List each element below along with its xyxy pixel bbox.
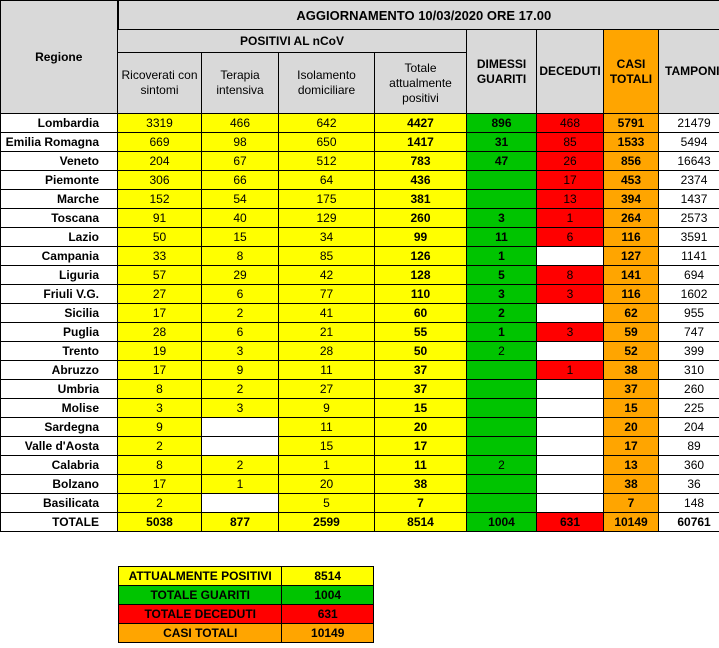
ricoverati-cell: 19 bbox=[118, 342, 202, 361]
dimessi-cell bbox=[467, 399, 537, 418]
terapia-cell: 6 bbox=[202, 285, 279, 304]
ricoverati-cell: 204 bbox=[118, 152, 202, 171]
casi-totali-cell: 141 bbox=[604, 266, 659, 285]
casi-totali-cell: 38 bbox=[604, 361, 659, 380]
deceduti-cell: 17 bbox=[537, 171, 604, 190]
tamponi-cell: 3591 bbox=[659, 228, 719, 247]
tamponi-cell: 148 bbox=[659, 494, 719, 513]
dimessi-cell bbox=[467, 361, 537, 380]
summary-row bbox=[119, 624, 374, 643]
dimessi-cell bbox=[467, 190, 537, 209]
tamponi-cell: 36 bbox=[659, 475, 719, 494]
totale-positivi-cell: 381 bbox=[375, 190, 467, 209]
table-body bbox=[1, 114, 719, 532]
ricoverati-cell: 33 bbox=[118, 247, 202, 266]
totale-positivi-cell: 17 bbox=[375, 437, 467, 456]
total-tamponi: 60761 bbox=[659, 513, 719, 532]
casi-totali-cell: 7 bbox=[604, 494, 659, 513]
deceduti-cell bbox=[537, 342, 604, 361]
deceduti-cell bbox=[537, 456, 604, 475]
isolamento-cell: 64 bbox=[279, 171, 375, 190]
table-row bbox=[1, 437, 719, 456]
ricoverati-cell: 669 bbox=[118, 133, 202, 152]
totale-positivi-cell: 436 bbox=[375, 171, 467, 190]
casi-totali-cell: 116 bbox=[604, 285, 659, 304]
isolamento-cell: 42 bbox=[279, 266, 375, 285]
tamponi-cell: 1437 bbox=[659, 190, 719, 209]
deceduti-cell: 13 bbox=[537, 190, 604, 209]
dimessi-cell: 3 bbox=[467, 209, 537, 228]
tamponi-cell: 747 bbox=[659, 323, 719, 342]
deceduti-cell bbox=[537, 494, 604, 513]
deceduti-cell: 1 bbox=[537, 361, 604, 380]
ricoverati-cell: 28 bbox=[118, 323, 202, 342]
deceduti-cell bbox=[537, 399, 604, 418]
terapia-cell: 1 bbox=[202, 475, 279, 494]
terapia-cell: 67 bbox=[202, 152, 279, 171]
dimessi-cell: 47 bbox=[467, 152, 537, 171]
casi-totali-cell: 37 bbox=[604, 380, 659, 399]
deceduti-cell bbox=[537, 304, 604, 323]
region-name: Puglia bbox=[1, 323, 118, 342]
totale-positivi-cell: 110 bbox=[375, 285, 467, 304]
total-deceduti: 631 bbox=[537, 513, 604, 532]
casi-totali-cell: 13 bbox=[604, 456, 659, 475]
deceduti-cell: 26 bbox=[537, 152, 604, 171]
casi-totali-cell: 127 bbox=[604, 247, 659, 266]
tamponi-cell: 225 bbox=[659, 399, 719, 418]
header-regione: Regione bbox=[1, 1, 118, 114]
totale-positivi-cell: 37 bbox=[375, 380, 467, 399]
region-name: Basilicata bbox=[1, 494, 118, 513]
deceduti-cell: 1 bbox=[537, 209, 604, 228]
totale-positivi-cell: 37 bbox=[375, 361, 467, 380]
dimessi-cell: 1 bbox=[467, 323, 537, 342]
region-name: Friuli V.G. bbox=[1, 285, 118, 304]
deceduti-cell bbox=[537, 380, 604, 399]
deceduti-cell: 8 bbox=[537, 266, 604, 285]
terapia-cell: 15 bbox=[202, 228, 279, 247]
table-row bbox=[1, 285, 719, 304]
dimessi-cell bbox=[467, 380, 537, 399]
summary-label: ATTUALMENTE POSITIVI bbox=[119, 567, 282, 586]
totale-positivi-cell: 20 bbox=[375, 418, 467, 437]
summary-row bbox=[119, 586, 374, 605]
page-title: AGGIORNAMENTO 10/03/2020 ORE 17.00 bbox=[118, 1, 719, 30]
casi-totali-cell: 52 bbox=[604, 342, 659, 361]
totale-positivi-cell: 1417 bbox=[375, 133, 467, 152]
ricoverati-cell: 91 bbox=[118, 209, 202, 228]
table-row bbox=[1, 190, 719, 209]
total-casi: 10149 bbox=[604, 513, 659, 532]
dimessi-cell: 896 bbox=[467, 114, 537, 133]
table-row bbox=[1, 133, 719, 152]
table-row bbox=[1, 152, 719, 171]
tamponi-cell: 89 bbox=[659, 437, 719, 456]
isolamento-cell: 5 bbox=[279, 494, 375, 513]
terapia-cell: 3 bbox=[202, 399, 279, 418]
terapia-cell: 2 bbox=[202, 380, 279, 399]
terapia-cell: 3 bbox=[202, 342, 279, 361]
isolamento-cell: 512 bbox=[279, 152, 375, 171]
tamponi-cell: 5494 bbox=[659, 133, 719, 152]
region-name: Trento bbox=[1, 342, 118, 361]
casi-totali-cell: 5791 bbox=[604, 114, 659, 133]
tamponi-cell: 360 bbox=[659, 456, 719, 475]
terapia-cell: 29 bbox=[202, 266, 279, 285]
summary-value: 1004 bbox=[282, 586, 374, 605]
summary-label: TOTALE GUARITI bbox=[119, 586, 282, 605]
ricoverati-cell: 17 bbox=[118, 475, 202, 494]
region-name: Veneto bbox=[1, 152, 118, 171]
region-name: Molise bbox=[1, 399, 118, 418]
totale-positivi-cell: 38 bbox=[375, 475, 467, 494]
deceduti-cell: 85 bbox=[537, 133, 604, 152]
ricoverati-cell: 3319 bbox=[118, 114, 202, 133]
summary-label: CASI TOTALI bbox=[119, 624, 282, 643]
casi-totali-cell: 62 bbox=[604, 304, 659, 323]
isolamento-cell: 28 bbox=[279, 342, 375, 361]
table-row bbox=[1, 494, 719, 513]
region-name: Lazio bbox=[1, 228, 118, 247]
dimessi-cell: 3 bbox=[467, 285, 537, 304]
header-isolamento-domiciliare: Isolamento domiciliare bbox=[279, 53, 375, 114]
ricoverati-cell: 17 bbox=[118, 361, 202, 380]
dimessi-cell bbox=[467, 171, 537, 190]
deceduti-cell: 468 bbox=[537, 114, 604, 133]
tamponi-cell: 1602 bbox=[659, 285, 719, 304]
ricoverati-cell: 8 bbox=[118, 380, 202, 399]
region-name: Abruzzo bbox=[1, 361, 118, 380]
tamponi-cell: 21479 bbox=[659, 114, 719, 133]
totals-row bbox=[1, 513, 719, 532]
ricoverati-cell: 152 bbox=[118, 190, 202, 209]
deceduti-cell: 6 bbox=[537, 228, 604, 247]
total-dimessi: 1004 bbox=[467, 513, 537, 532]
tamponi-cell: 16643 bbox=[659, 152, 719, 171]
total-isolamento: 2599 bbox=[279, 513, 375, 532]
dimessi-cell bbox=[467, 418, 537, 437]
summary-table bbox=[118, 566, 374, 643]
summary-row bbox=[119, 567, 374, 586]
totale-positivi-cell: 128 bbox=[375, 266, 467, 285]
terapia-cell: 6 bbox=[202, 323, 279, 342]
terapia-cell: 54 bbox=[202, 190, 279, 209]
region-name: Emilia Romagna bbox=[1, 133, 118, 152]
totale-positivi-cell: 60 bbox=[375, 304, 467, 323]
tamponi-cell: 310 bbox=[659, 361, 719, 380]
ricoverati-cell: 57 bbox=[118, 266, 202, 285]
summary-value: 10149 bbox=[282, 624, 374, 643]
header-casi-totali: CASI TOTALI bbox=[604, 30, 659, 114]
summary-body bbox=[119, 567, 374, 643]
totale-positivi-cell: 260 bbox=[375, 209, 467, 228]
totale-positivi-cell: 7 bbox=[375, 494, 467, 513]
casi-totali-cell: 856 bbox=[604, 152, 659, 171]
header-terapia-intensiva: Terapia intensiva bbox=[202, 53, 279, 114]
terapia-cell: 66 bbox=[202, 171, 279, 190]
totale-positivi-cell: 11 bbox=[375, 456, 467, 475]
deceduti-cell bbox=[537, 475, 604, 494]
casi-totali-cell: 453 bbox=[604, 171, 659, 190]
terapia-cell: 8 bbox=[202, 247, 279, 266]
dimessi-cell bbox=[467, 494, 537, 513]
terapia-cell bbox=[202, 418, 279, 437]
deceduti-cell: 3 bbox=[537, 285, 604, 304]
table-row bbox=[1, 361, 719, 380]
isolamento-cell: 20 bbox=[279, 475, 375, 494]
summary-label: TOTALE DECEDUTI bbox=[119, 605, 282, 624]
isolamento-cell: 642 bbox=[279, 114, 375, 133]
isolamento-cell: 650 bbox=[279, 133, 375, 152]
isolamento-cell: 41 bbox=[279, 304, 375, 323]
header-ricoverati: Ricoverati con sintomi bbox=[118, 53, 202, 114]
isolamento-cell: 9 bbox=[279, 399, 375, 418]
casi-totali-cell: 394 bbox=[604, 190, 659, 209]
table-row bbox=[1, 228, 719, 247]
table-row bbox=[1, 114, 719, 133]
region-name: Valle d'Aosta bbox=[1, 437, 118, 456]
totale-positivi-cell: 126 bbox=[375, 247, 467, 266]
isolamento-cell: 27 bbox=[279, 380, 375, 399]
tamponi-cell: 2573 bbox=[659, 209, 719, 228]
isolamento-cell: 129 bbox=[279, 209, 375, 228]
ricoverati-cell: 3 bbox=[118, 399, 202, 418]
totale-positivi-cell: 4427 bbox=[375, 114, 467, 133]
region-name: Sicilia bbox=[1, 304, 118, 323]
dimessi-cell: 2 bbox=[467, 304, 537, 323]
total-ricoverati: 5038 bbox=[118, 513, 202, 532]
isolamento-cell: 15 bbox=[279, 437, 375, 456]
dimessi-cell: 2 bbox=[467, 342, 537, 361]
region-name: Sardegna bbox=[1, 418, 118, 437]
tamponi-cell: 1141 bbox=[659, 247, 719, 266]
region-name: Lombardia bbox=[1, 114, 118, 133]
table-row bbox=[1, 171, 719, 190]
dimessi-cell bbox=[467, 437, 537, 456]
summary-value: 8514 bbox=[282, 567, 374, 586]
summary-row bbox=[119, 605, 374, 624]
isolamento-cell: 77 bbox=[279, 285, 375, 304]
ricoverati-cell: 50 bbox=[118, 228, 202, 247]
tamponi-cell: 694 bbox=[659, 266, 719, 285]
region-name: Bolzano bbox=[1, 475, 118, 494]
casi-totali-cell: 116 bbox=[604, 228, 659, 247]
dimessi-cell: 31 bbox=[467, 133, 537, 152]
tamponi-cell: 2374 bbox=[659, 171, 719, 190]
region-name: Marche bbox=[1, 190, 118, 209]
casi-totali-cell: 17 bbox=[604, 437, 659, 456]
table-row bbox=[1, 304, 719, 323]
terapia-cell: 98 bbox=[202, 133, 279, 152]
isolamento-cell: 175 bbox=[279, 190, 375, 209]
isolamento-cell: 21 bbox=[279, 323, 375, 342]
totale-positivi-cell: 99 bbox=[375, 228, 467, 247]
table-row bbox=[1, 475, 719, 494]
deceduti-cell: 3 bbox=[537, 323, 604, 342]
tamponi-cell: 204 bbox=[659, 418, 719, 437]
table-row bbox=[1, 247, 719, 266]
deceduti-cell bbox=[537, 418, 604, 437]
totale-positivi-cell: 783 bbox=[375, 152, 467, 171]
terapia-cell: 40 bbox=[202, 209, 279, 228]
ricoverati-cell: 27 bbox=[118, 285, 202, 304]
tamponi-cell: 399 bbox=[659, 342, 719, 361]
dimessi-cell bbox=[467, 475, 537, 494]
totale-positivi-cell: 55 bbox=[375, 323, 467, 342]
table-row bbox=[1, 456, 719, 475]
terapia-cell: 9 bbox=[202, 361, 279, 380]
deceduti-cell bbox=[537, 247, 604, 266]
isolamento-cell: 1 bbox=[279, 456, 375, 475]
isolamento-cell: 11 bbox=[279, 418, 375, 437]
table-row bbox=[1, 266, 719, 285]
isolamento-cell: 85 bbox=[279, 247, 375, 266]
terapia-cell: 466 bbox=[202, 114, 279, 133]
ricoverati-cell: 17 bbox=[118, 304, 202, 323]
dimessi-cell: 2 bbox=[467, 456, 537, 475]
terapia-cell: 2 bbox=[202, 456, 279, 475]
table-row bbox=[1, 418, 719, 437]
region-name: Piemonte bbox=[1, 171, 118, 190]
terapia-cell bbox=[202, 437, 279, 456]
total-positivi: 8514 bbox=[375, 513, 467, 532]
header-deceduti: DECEDUTI bbox=[537, 30, 604, 114]
header-dimessi-guariti: DIMESSI GUARITI bbox=[467, 30, 537, 114]
terapia-cell bbox=[202, 494, 279, 513]
casi-totali-cell: 264 bbox=[604, 209, 659, 228]
casi-totali-cell: 59 bbox=[604, 323, 659, 342]
ricoverati-cell: 2 bbox=[118, 494, 202, 513]
table-row bbox=[1, 209, 719, 228]
totale-positivi-cell: 50 bbox=[375, 342, 467, 361]
dimessi-cell: 11 bbox=[467, 228, 537, 247]
region-name: Campania bbox=[1, 247, 118, 266]
ricoverati-cell: 8 bbox=[118, 456, 202, 475]
summary-value: 631 bbox=[282, 605, 374, 624]
header-positivi: POSITIVI AL nCoV bbox=[118, 30, 467, 53]
isolamento-cell: 34 bbox=[279, 228, 375, 247]
table-row bbox=[1, 323, 719, 342]
tamponi-cell: 260 bbox=[659, 380, 719, 399]
header-totale-positivi: Totale attualmente positivi bbox=[375, 53, 467, 114]
header-tamponi: TAMPONI bbox=[659, 30, 719, 114]
totals-label: TOTALE bbox=[1, 513, 118, 532]
deceduti-cell bbox=[537, 437, 604, 456]
tamponi-cell: 955 bbox=[659, 304, 719, 323]
dimessi-cell: 5 bbox=[467, 266, 537, 285]
ricoverati-cell: 2 bbox=[118, 437, 202, 456]
table-row bbox=[1, 342, 719, 361]
ricoverati-cell: 9 bbox=[118, 418, 202, 437]
casi-totali-cell: 15 bbox=[604, 399, 659, 418]
region-name: Umbria bbox=[1, 380, 118, 399]
table-row bbox=[1, 399, 719, 418]
totale-positivi-cell: 15 bbox=[375, 399, 467, 418]
dimessi-cell: 1 bbox=[467, 247, 537, 266]
region-name: Liguria bbox=[1, 266, 118, 285]
casi-totali-cell: 20 bbox=[604, 418, 659, 437]
casi-totali-cell: 38 bbox=[604, 475, 659, 494]
region-name: Calabria bbox=[1, 456, 118, 475]
table-row bbox=[1, 380, 719, 399]
terapia-cell: 2 bbox=[202, 304, 279, 323]
casi-totali-cell: 1533 bbox=[604, 133, 659, 152]
region-name: Toscana bbox=[1, 209, 118, 228]
ricoverati-cell: 306 bbox=[118, 171, 202, 190]
total-terapia: 877 bbox=[202, 513, 279, 532]
isolamento-cell: 11 bbox=[279, 361, 375, 380]
